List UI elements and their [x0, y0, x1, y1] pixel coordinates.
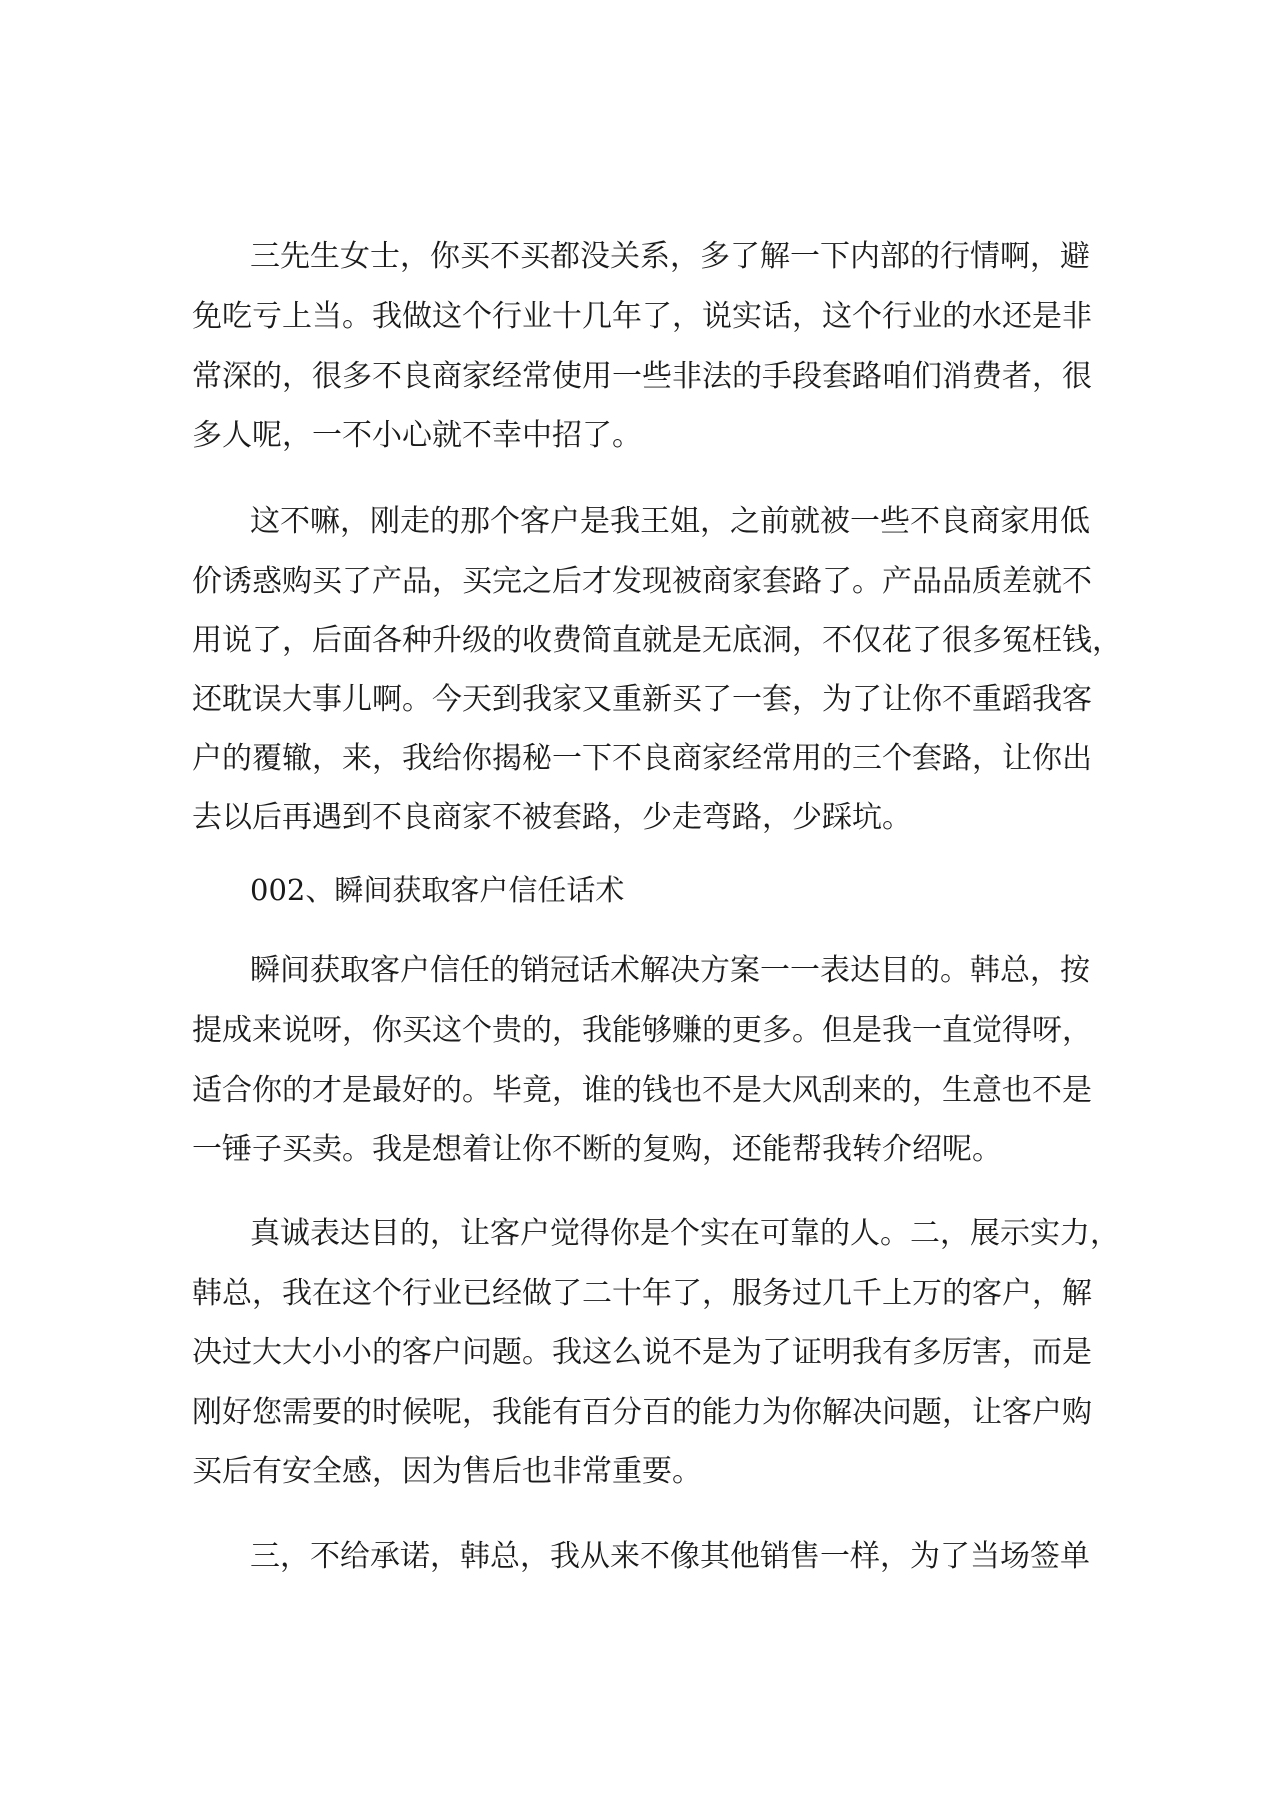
paragraph-5-line-1: 三，不给承诺，韩总，我从来不像其他销售一样，为了当场签单: [250, 1539, 1090, 1574]
paragraph-2-line-3: 用说了，后面各种升级的收费简直就是无底洞，不仅花了很多冤枉钱，: [192, 623, 1122, 658]
paragraph-1-line-3: 常深的，很多不良商家经常使用一些非法的手段套路咱们消费者，很: [192, 359, 1092, 394]
paragraph-3-line-4: 一锤子买卖。我是想着让你不断的复购，还能帮我转介绍呢。: [192, 1132, 1002, 1167]
paragraph-4-line-1: 真诚表达目的，让客户觉得你是个实在可靠的人。二，展示实力，: [250, 1216, 1120, 1251]
paragraph-2-line-4: 还耽误大事儿啊。今天到我家又重新买了一套，为了让你不重蹈我客: [192, 682, 1092, 717]
paragraph-4-line-3: 决过大大小小的客户问题。我这么说不是为了证明我有多厉害，而是: [192, 1335, 1092, 1370]
paragraph-2-line-2: 价诱惑购买了产品，买完之后才发现被商家套路了。产品品质差就不: [192, 564, 1092, 599]
paragraph-3-line-2: 提成来说呀，你买这个贵的，我能够赚的更多。但是我一直觉得呀，: [192, 1013, 1092, 1048]
paragraph-4-line-4: 刚好您需要的时候呢，我能有百分百的能力为你解决问题，让客户购: [192, 1395, 1092, 1430]
paragraph-1-line-2: 免吃亏上当。我做这个行业十几年了，说实话，这个行业的水还是非: [192, 299, 1092, 334]
paragraph-3-line-1: 瞬间获取客户信任的销冠话术解决方案一一表达目的。韩总，按: [250, 953, 1090, 988]
paragraph-2-line-1: 这不嘛，刚走的那个客户是我王姐，之前就被一些不良商家用低: [250, 504, 1090, 539]
section-heading: 002、瞬间获取客户信任话术: [250, 873, 625, 907]
paragraph-3-line-3: 适合你的才是最好的。毕竟，谁的钱也不是大风刮来的，生意也不是: [192, 1073, 1092, 1108]
paragraph-4-line-5: 买后有安全感，因为售后也非常重要。: [192, 1454, 702, 1489]
paragraph-4-line-2: 韩总，我在这个行业已经做了二十年了，服务过几千上万的客户，解: [192, 1276, 1092, 1311]
paragraph-2-line-5: 户的覆辙，来，我给你揭秘一下不良商家经常用的三个套路，让你出: [192, 741, 1092, 776]
paragraph-1-line-4: 多人呢，一不小心就不幸中招了。: [192, 418, 642, 453]
paragraph-1-line-1: 三先生女士，你买不买都没关系，多了解一下内部的行情啊，避: [250, 239, 1090, 274]
paragraph-2-line-6: 去以后再遇到不良商家不被套路，少走弯路，少踩坑。: [192, 800, 912, 835]
